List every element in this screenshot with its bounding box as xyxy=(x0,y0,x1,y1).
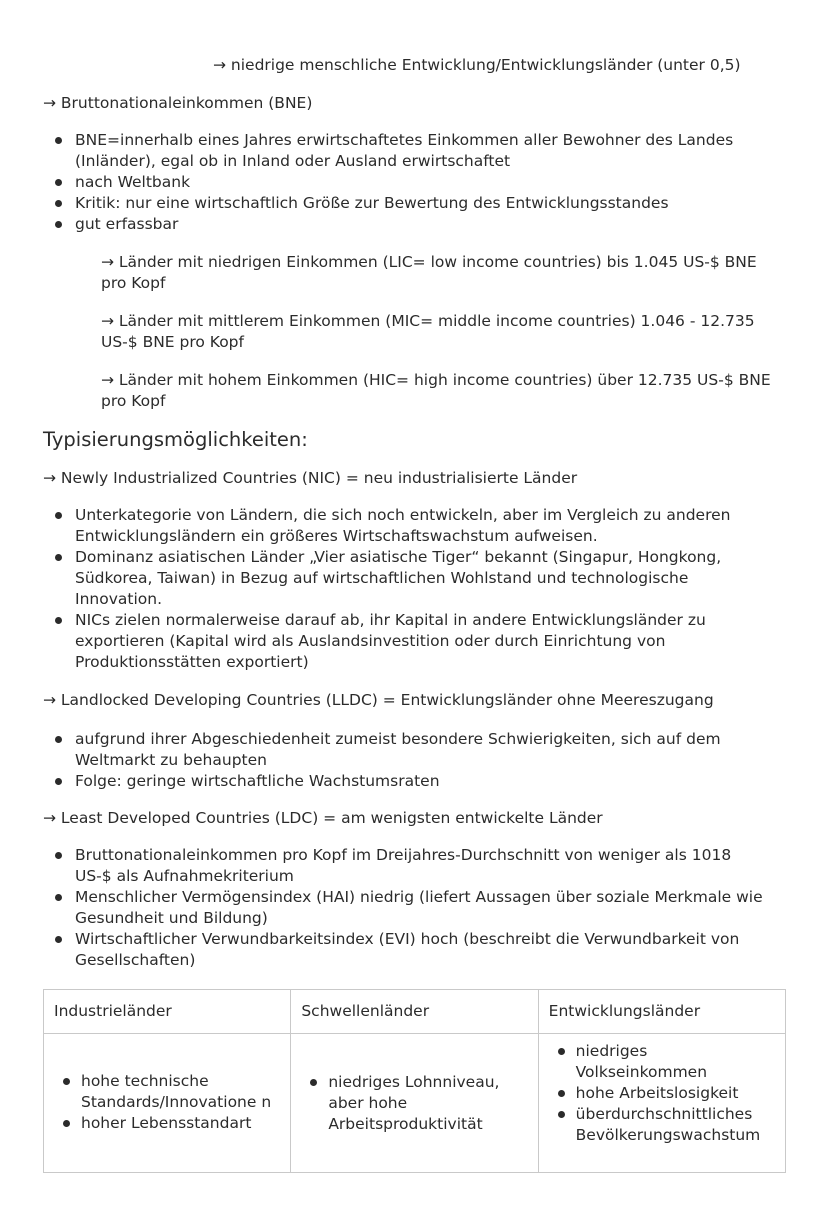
table-row xyxy=(44,1034,786,1173)
comparison-table xyxy=(43,989,786,1173)
list-item: Kritik: nur eine wirtschaftlich Größe zur Bewertung des Entwicklungsstandes xyxy=(43,193,763,214)
mic-line: → Länder mit mittlerem Einkommen (MIC= middle income countries) 1.046 - 12.735 US-$ BNE pro Kopf xyxy=(101,312,755,351)
list-item: Dominanz asiatischen Länder „Vier asiatische Tiger“ bekannt (Singapur, Hongkong, Südkorea, Taiwan) in Bezug auf wirtschaftlichen Wohlstand und technologische Innovation. xyxy=(43,547,758,610)
table-header-row xyxy=(44,990,786,1034)
list-item: gut erfassbar xyxy=(43,214,763,235)
list-item: niedriges Lohnniveau, aber hohe Arbeitsproduktivität xyxy=(301,1072,527,1135)
list-item: hohe technische Standards/Innovatione n xyxy=(54,1071,280,1113)
typisierung-heading: Typisierungsmöglichkeiten: xyxy=(43,428,308,451)
list-item: Folge: geringe wirtschaftliche Wachstumsraten xyxy=(43,771,758,792)
nic-list xyxy=(43,505,758,673)
list-item: nach Weltbank xyxy=(43,172,763,193)
list-item: Unterkategorie von Ländern, die sich noch entwickeln, aber im Vergleich zu anderen Entwicklungsländern ein größeres Wirtschaftswachstum aufweisen. xyxy=(43,505,758,547)
nic-heading: → Newly Industrialized Countries (NIC) = neu industrialisierte Länder xyxy=(43,469,578,487)
list-item: hoher Lebensstandart xyxy=(54,1113,280,1134)
lldc-list xyxy=(43,729,758,792)
header-entwicklungslaender: Entwicklungsländer xyxy=(538,990,785,1034)
bne-list xyxy=(43,130,763,235)
lldc-heading: → Landlocked Developing Countries (LLDC) = Entwicklungsländer ohne Meereszugang xyxy=(43,691,714,709)
lic-line: → Länder mit niedrigen Einkommen (LIC= low income countries) bis 1.045 US-$ BNE pro Kopf xyxy=(101,253,757,292)
list-item: hohe Arbeitslosigkeit xyxy=(549,1083,775,1104)
bne-heading: → Bruttonationaleinkommen (BNE) xyxy=(43,94,313,112)
list-item: Bruttonationaleinkommen pro Kopf im Dreijahres-Durchschnitt von weniger als 1018 US-$ als Aufnahmekriterium xyxy=(43,845,763,887)
list-item: aufgrund ihrer Abgeschiedenheit zumeist besondere Schwierigkeiten, sich auf dem Weltmarkt zu behaupten xyxy=(43,729,758,771)
header-industrielaender: Industrieländer xyxy=(44,990,291,1034)
hic-line: → Länder mit hohem Einkommen (HIC= high income countries) über 12.735 US-$ BNE pro Kopf xyxy=(101,371,771,410)
cell-entwicklungslaender xyxy=(538,1034,785,1173)
ldc-heading: → Least Developed Countries (LDC) = am wenigsten entwickelte Länder xyxy=(43,809,603,827)
header-schwellenlaender: Schwellenländer xyxy=(291,990,538,1034)
list-item: BNE=innerhalb eines Jahres erwirtschaftetes Einkommen aller Bewohner des Landes (Inländer), egal ob in Inland oder Ausland erwirtschaftet xyxy=(43,130,763,172)
list-item: Menschlicher Vermögensindex (HAI) niedrig (liefert Aussagen über soziale Merkmale wie Gesundheit und Bildung) xyxy=(43,887,763,929)
list-item: Wirtschaftlicher Verwundbarkeitsindex (EVI) hoch (beschreibt die Verwundbarkeit von Gesellschaften) xyxy=(43,929,763,971)
top-line: → niedrige menschliche Entwicklung/Entwicklungsländer (unter 0,5) xyxy=(213,56,741,74)
list-item: niedriges Volkseinkommen xyxy=(549,1041,775,1083)
cell-industrielaender xyxy=(44,1034,291,1173)
cell-schwellenlaender xyxy=(291,1034,538,1173)
ldc-list xyxy=(43,845,763,971)
list-item: überdurchschnittliches Bevölkerungswachstum xyxy=(549,1104,775,1146)
list-item: NICs zielen normalerweise darauf ab, ihr Kapital in andere Entwicklungsländer zu exportieren (Kapital wird als Auslandsinvestition oder durch Einrichtung von Produktionsstätten exportiert) xyxy=(43,610,758,673)
